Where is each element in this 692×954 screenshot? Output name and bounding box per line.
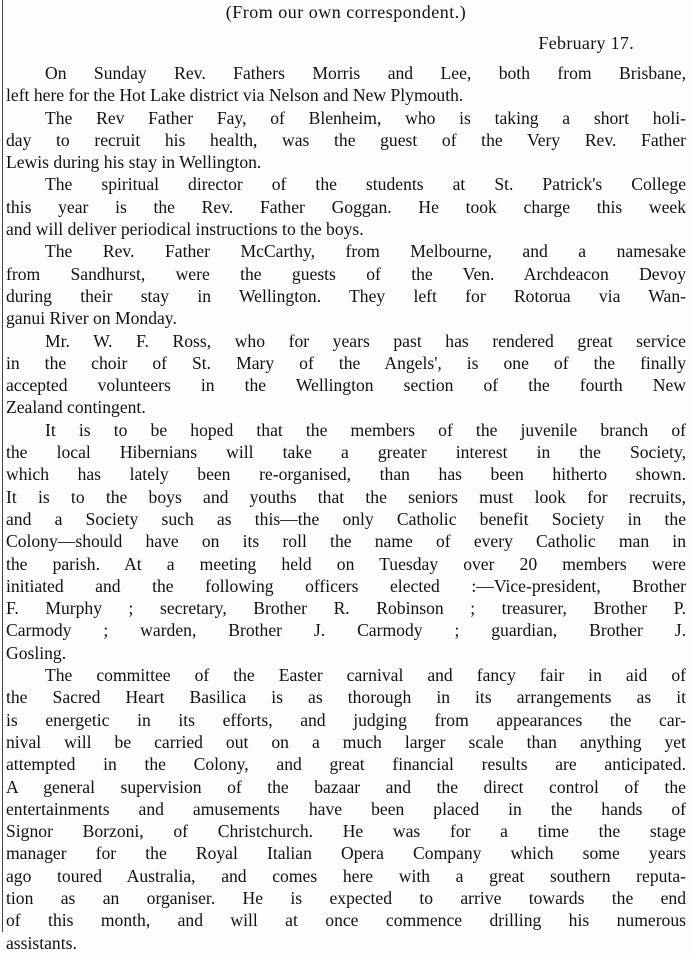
text-line: Gosling. [6, 642, 67, 663]
text-line: attempted in the Colony, and great financial results are anticipated. [6, 754, 686, 775]
text-line: day to recruit his health, was the guest of the Very Rev. Father [6, 129, 686, 150]
text-line: On Sunday Rev. Fathers Morris and Lee, both from Brisbane, [45, 63, 686, 83]
text-line: this year is the Rev. Father Goggan. He took charge this week [6, 196, 686, 217]
text-line: Mr. W. F. Ross, who for years past has rendered great service [45, 330, 686, 351]
text-line: left here for the Hot Lake district via Nelson and New Plymouth. [6, 85, 464, 106]
text-line: ago toured Australia, and comes here with a great southern reputa- [6, 865, 686, 886]
paragraph [6, 664, 686, 954]
text-line: and a Society such as this—the only Catholic benefit Society in the [6, 508, 686, 529]
text-line: initiated and the following officers elected :—Vice-president, Brother [6, 575, 686, 596]
text-line: from Sandhurst, were the guests of the Ven. Archdeacon Devoy [6, 263, 686, 284]
text-line: A general supervision of the bazaar and the direct control of the [6, 776, 686, 797]
text-line: assistants. [6, 932, 77, 953]
text-line: during their stay in Wellington. They left for Rotorua via Wan- [6, 285, 686, 306]
paragraph [6, 107, 686, 174]
text-line: ganui River on Monday. [6, 308, 177, 329]
byline: (From our own correspondent.) [225, 2, 467, 22]
text-line: manager for the Royal Italian Opera Company which some years [6, 843, 686, 864]
text-line: The committee of the Easter carnival and fancy fair in aid of [45, 665, 686, 686]
text-line: in the choir of St. Mary of the Angels', is one of the finally [6, 352, 686, 373]
text-line: The Rev. Father McCarthy, from Melbourne, and a namesake [45, 241, 686, 262]
dateline: February 17. [538, 33, 634, 53]
text-line: accepted volunteers in the Wellington section of the fourth New [6, 375, 686, 396]
text-line: It is to be hoped that the members of the juvenile branch of [45, 419, 686, 440]
text-line: Signor Borzoni, of Christchurch. He was for a time the stage [6, 821, 686, 842]
text-line: Zealand contingent. [6, 397, 146, 418]
text-line: is energetic in its efforts, and judging from appearances the car- [6, 709, 686, 730]
text-line: the local Hibernians will take a greater interest in the Society, [6, 442, 686, 463]
text-line: Lewis during his stay in Wellington. [6, 152, 262, 173]
text-line: of this month, and will at once commence drilling his numerous [6, 910, 686, 931]
text-line: Carmody ; warden, Brother J. Carmody ; guardian, Brother J. [6, 620, 686, 641]
column-rule [2, 0, 3, 932]
text-line: The Rev Father Fay, of Blenheim, who is taking a short holi- [45, 107, 686, 128]
text-line: which has lately been re-organised, than has been hitherto shown. [6, 464, 686, 485]
text-line: It is to the boys and youths that the seniors must look for recruits, [6, 486, 686, 507]
text-line: nival will be carried out on a much larger scale than anything yet [6, 731, 686, 752]
text-line: and will deliver periodical instructions to the boys. [6, 219, 364, 240]
paragraph [6, 173, 686, 240]
text-line: tion as an organiser. He is expected to arrive towards the end [6, 887, 686, 908]
text-line: F. Murphy ; secretary, Brother R. Robinson ; treasurer, Brother P. [6, 598, 686, 619]
article-body [6, 62, 686, 954]
text-line: Colony—should have on its roll the name of every Catholic man in [6, 531, 686, 552]
text-line: the parish. At a meeting held on Tuesday over 20 members were [6, 553, 686, 574]
paragraph [6, 62, 686, 107]
paragraph [6, 419, 686, 664]
text-line: The spiritual director of the students at St. Patrick's College [45, 174, 686, 195]
paragraph [6, 240, 686, 329]
text-line: entertainments and amusements have been placed in the hands of [6, 798, 686, 819]
text-line: the Sacred Heart Basilica is as thorough in its arrangements as it [6, 687, 686, 708]
paragraph [6, 330, 686, 419]
